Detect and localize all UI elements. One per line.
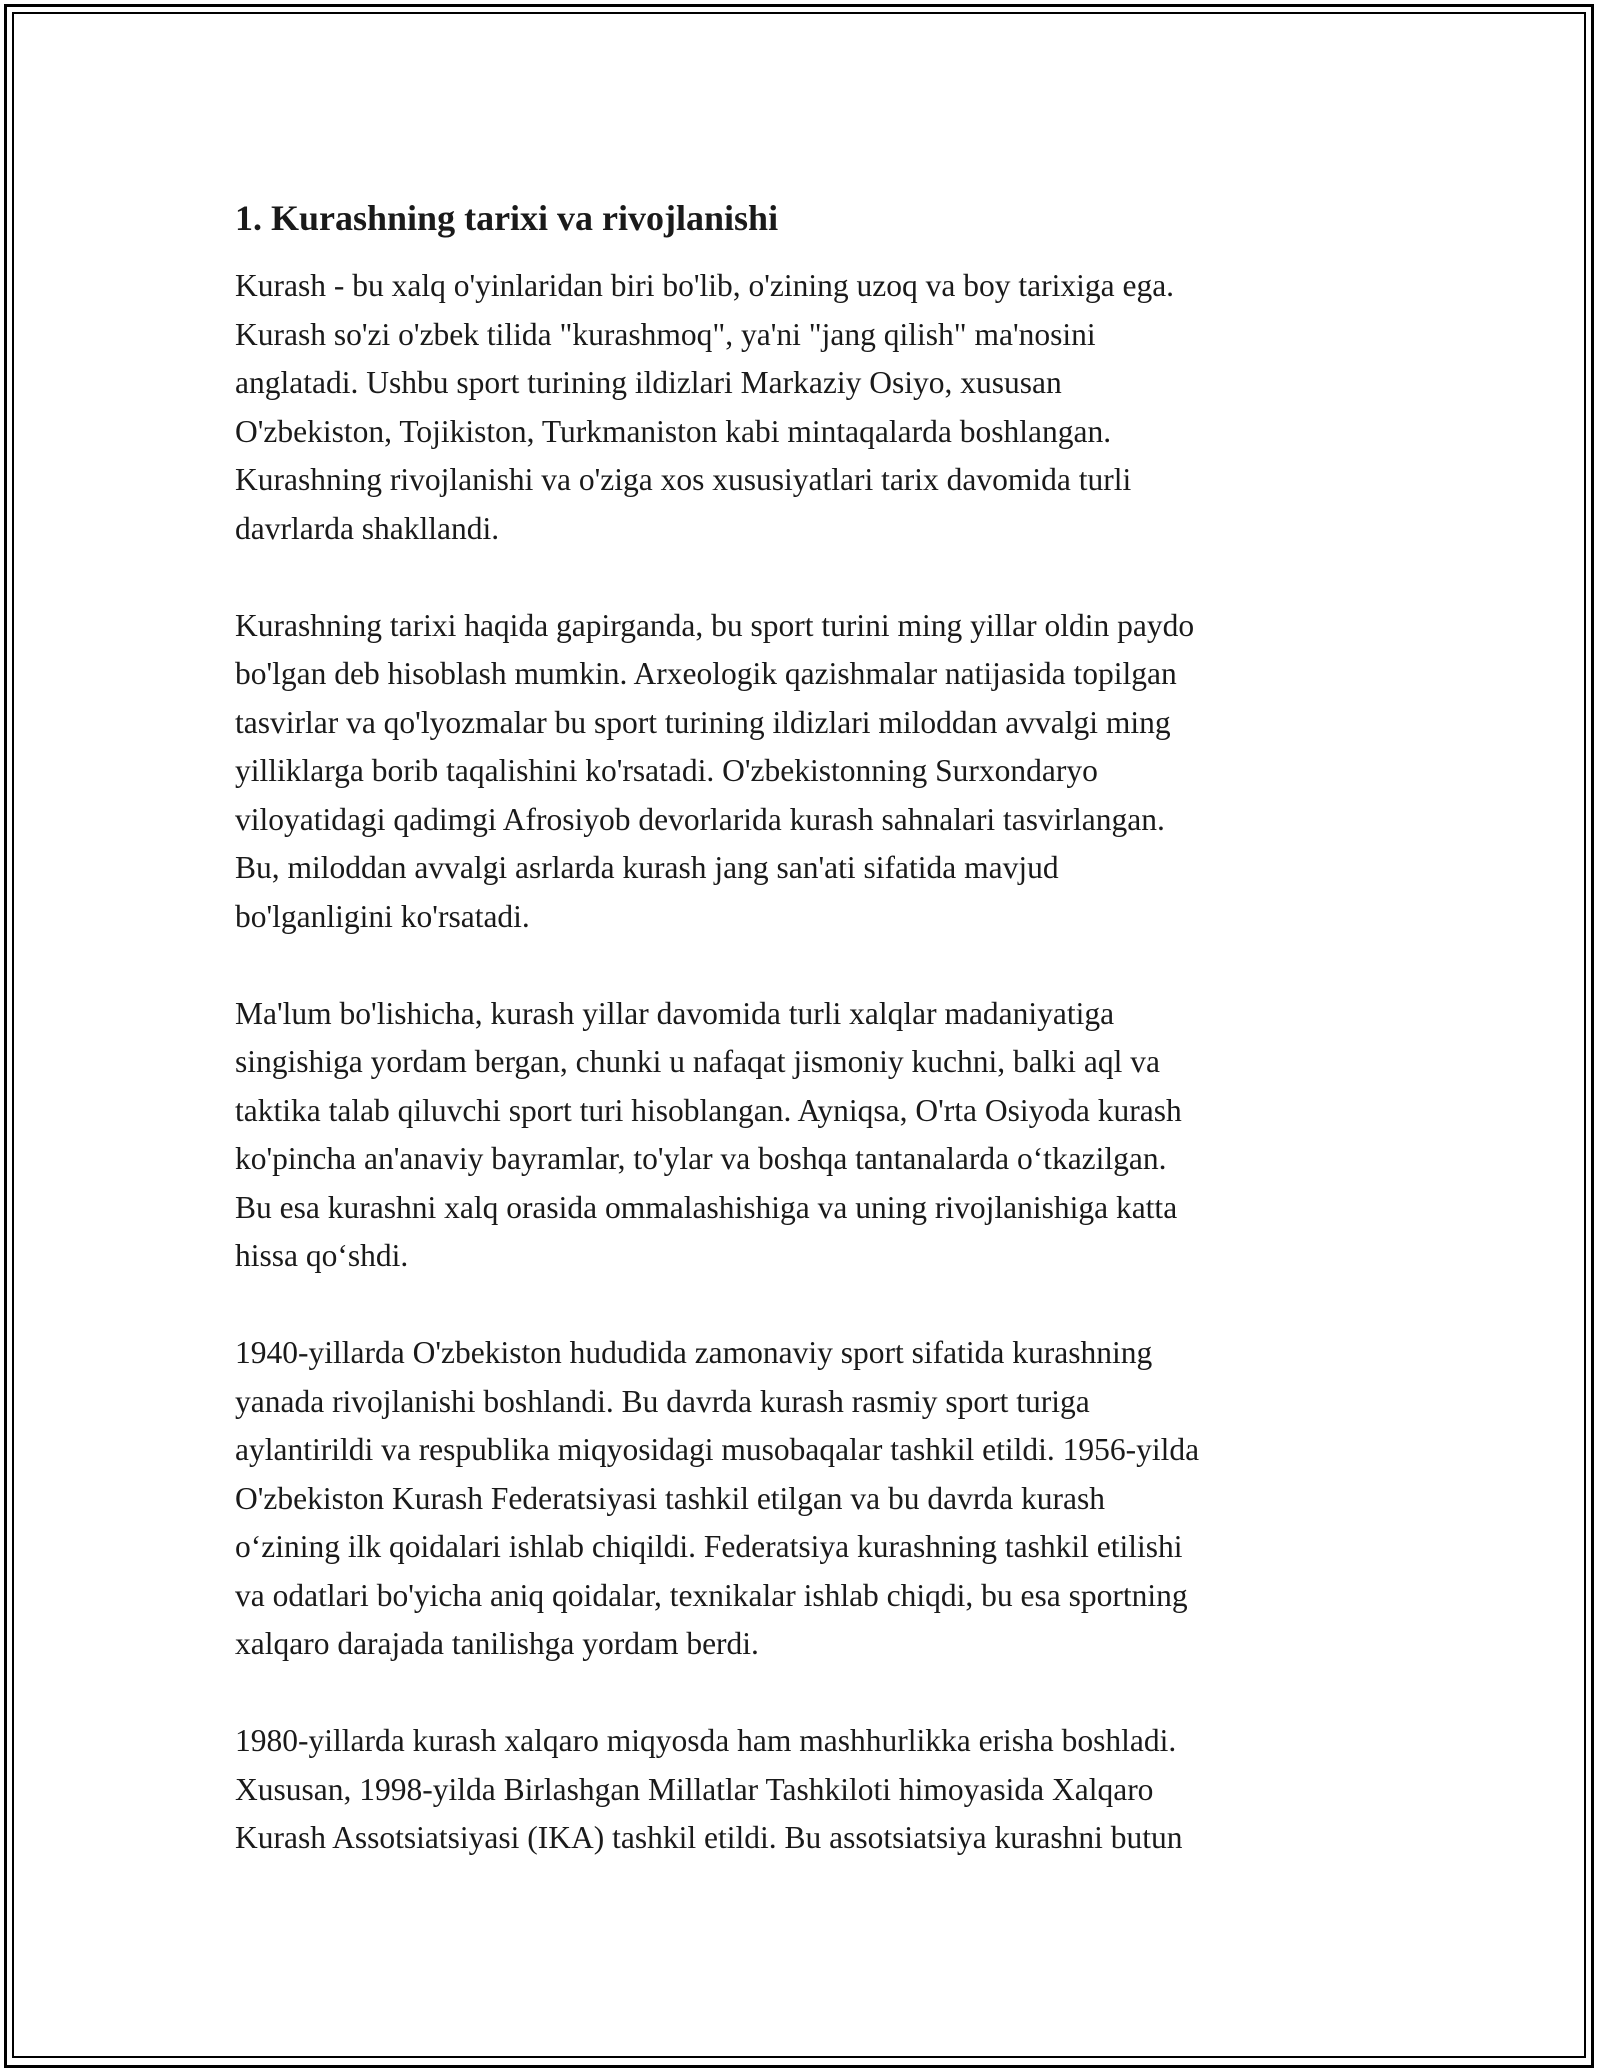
text-line: Kurash - bu xalq o'yinlaridan biri bo'lib, o'zining uzoq va boy tarixiga ega. [235, 268, 1175, 303]
text-line: ko'pincha an'anaviy bayramlar, to'ylar va boshqa tantanalarda o‘tkazilgan. [235, 1141, 1167, 1176]
text-line: Kurash so'zi o'zbek tilida "kurashmoq", ya'ni "jang qilish" ma'nosini [235, 316, 1096, 352]
text-line: Kurash Assotsiatsiyasi (IKA) tashkil etildi. Bu assotsiatsiya kurashni butun [235, 1820, 1183, 1855]
text-line: O'zbekiston, Tojikiston, Turkmaniston kabi mintaqalarda boshlangan. [235, 413, 1112, 449]
text-line: Kurashning tarixi haqida gapirganda, bu sport turini ming yillar oldin paydo [235, 607, 1195, 643]
text-line: 1940-yillarda O'zbekiston hududida zamonaviy sport sifatida kurashning [235, 1335, 1153, 1370]
paragraph-4 [235, 1329, 1375, 1669]
text-line: Ma'lum bo'lishicha, kurash yillar davomida turli xalqlar madaniyatiga [235, 995, 1115, 1031]
text-line: aylantirildi va respublika miqyosidagi musobaqalar tashkil etildi. 1956-yilda [235, 1432, 1200, 1467]
document-body [235, 180, 1375, 1911]
paragraph-2 [235, 602, 1375, 942]
text-line: Xususan, 1998-yilda Birlashgan Millatlar Tashkiloti himoyasida Xalqaro [235, 1771, 1154, 1807]
text-line: viloyatidagi qadimgi Afrosiyob devorlarida kurash sahnalari tasvirlangan. [235, 801, 1165, 837]
text-line: taktika talab qiluvchi sport turi hisoblangan. Ayniqsa, O'rta Osiyoda kurash [235, 1092, 1182, 1128]
section-title: 1. Kurashning tarixi va rivojlanishi [235, 198, 779, 238]
text-line: O'zbekiston Kurash Federatsiyasi tashkil etilgan va bu davrda kurash [235, 1480, 1105, 1516]
text-line: singishiga yordam bergan, chunki u nafaqat jismoniy kuchni, balki aql va [235, 1044, 1160, 1079]
text-line: Kurashning rivojlanishi va o'ziga xos xususiyatlari tarix davomida turli [235, 462, 1132, 497]
text-line: yanada rivojlanishi boshlandi. Bu davrda kurash rasmiy sport turiga [235, 1383, 1090, 1419]
text-line: tasvirlar va qo'lyozmalar bu sport turining ildizlari miloddan avvalgi ming [235, 704, 1171, 740]
text-line: va odatlari bo'yicha aniq qoidalar, texnikalar ishlab chiqdi, bu esa sportning [235, 1577, 1188, 1613]
text-line: hissa qo‘shdi. [235, 1238, 409, 1273]
text-line: yilliklarga borib taqalishini ko'rsatadi. O'zbekistonning Surxondaryo [235, 753, 1098, 788]
text-line: davrlarda shakllandi. [235, 510, 500, 546]
paragraph-5 [235, 1717, 1375, 1863]
text-line: bo'lgan deb hisoblash mumkin. Arxeologik qazishmalar natijasida topilgan [235, 656, 1177, 691]
text-line: 1980-yillarda kurash xalqaro miqyosda ham mashhurlikka erisha boshladi. [235, 1723, 1177, 1758]
text-line: Bu esa kurashni xalq orasida ommalashishiga va uning rivojlanishiga katta [235, 1189, 1178, 1225]
text-line: xalqaro darajada tanilishga yordam berdi. [235, 1626, 759, 1661]
text-line: o‘zining ilk qoidalari ishlab chiqildi. Federatsiya kurashning tashkil etilishi [235, 1529, 1183, 1564]
text-line: anglatadi. Ushbu sport turining ildizlari Markaziy Osiyo, xususan [235, 365, 1062, 400]
paragraph-3 [235, 990, 1375, 1281]
paragraph-1 [235, 262, 1375, 553]
text-line: Bu, miloddan avvalgi asrlarda kurash jang san'ati sifatida mavjud [235, 850, 1059, 885]
text-line: bo'lganligini ko'rsatadi. [235, 898, 530, 934]
